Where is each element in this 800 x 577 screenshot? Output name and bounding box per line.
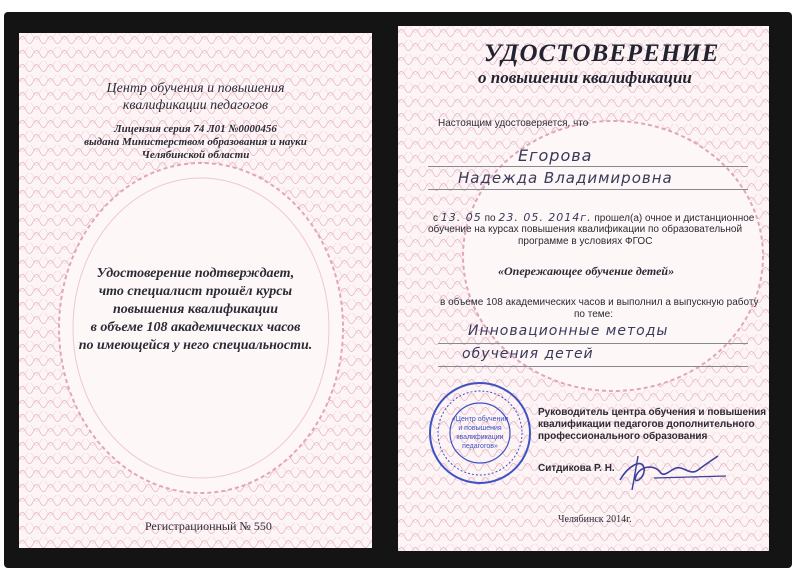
recipient-given-names: Надежда Владимировна — [458, 169, 673, 187]
head-position-line-3: профессионального образования — [538, 431, 708, 442]
registration-number: Регистрационный № 550 — [145, 519, 272, 533]
program-name: «Опережающее обучение детей» — [498, 264, 675, 278]
certificate-subtitle: о повышении квалификации — [478, 68, 692, 87]
thesis-line-2: обучения детей — [462, 346, 594, 362]
course-text-line-2: обучение на курсах повышения квалификации по образовательной — [428, 224, 743, 235]
date-from: 13. 05 — [440, 211, 482, 224]
given-names-line — [428, 189, 748, 190]
date-to: 23. 05. 2014г. — [498, 211, 592, 224]
thesis-underline-2 — [438, 366, 748, 367]
seal-inner-ring — [450, 403, 510, 463]
head-name: Ситдикова Р. Н. — [538, 463, 615, 474]
period-prefix: с — [433, 213, 438, 224]
seal-text-ring — [438, 391, 522, 475]
certify-text: Настоящим удостоверяется, что — [438, 118, 589, 129]
statement-line-4: в объеме 108 академических часов — [90, 320, 301, 335]
statement-line-2: что специалист прошёл курсы — [98, 284, 293, 299]
recipient-surname: Егорова — [518, 146, 593, 165]
signature — [614, 446, 734, 496]
seal-outer-ring — [430, 383, 530, 483]
period-mid: по — [484, 213, 496, 224]
surname-line — [428, 166, 748, 167]
seal-text-line-4: педагогов» — [462, 443, 498, 450]
course-text-line-3: программе в условиях ФГОС — [518, 236, 653, 247]
hours-text-line-1: в объеме 108 академических часов и выполнил а выпускную работу — [440, 297, 759, 308]
head-position-line-2: квалификации педагогов дополнительного — [538, 419, 755, 430]
official-seal — [428, 381, 532, 485]
thesis-line-1: Инновационные методы — [468, 323, 669, 339]
license-info — [19, 123, 372, 162]
head-position — [538, 407, 766, 443]
org-name-line-2: квалификации педагогов — [122, 98, 269, 113]
org-name — [19, 80, 372, 114]
org-name-line-1: Центр обучения и повышения — [106, 81, 285, 96]
statement-line-1: Удостоверение подтверждает, — [96, 266, 295, 281]
hours-text-line-2: по теме: — [574, 309, 613, 320]
license-number: Лицензия серия 74 Л01 №0000456 — [114, 123, 277, 135]
license-region: Челябинской области — [141, 149, 250, 161]
head-position-line-1: Руководитель центра обучения и повышения — [538, 407, 767, 418]
certificate-statement — [19, 265, 372, 355]
seal-text-line-3: квалификации — [456, 434, 504, 441]
statement-line-5: по имеющейся у него специальности. — [78, 338, 313, 353]
thesis-underline-1 — [438, 343, 748, 344]
seal-text-line-2: и повышения — [458, 425, 502, 432]
left-page — [19, 33, 372, 548]
certificate-title: УДОСТОВЕРЕНИЕ — [484, 40, 720, 67]
right-page — [398, 26, 769, 551]
statement-line-3: повышения квалификации — [112, 302, 279, 317]
seal-text-line-1: «Центр обучения — [451, 416, 509, 423]
course-period — [433, 211, 754, 224]
place-year: Челябинск 2014г. — [558, 514, 632, 525]
license-issuer: выдана Министерством образования и науки — [84, 136, 307, 148]
course-text-line-1: прошел(а) очное и дистанционное — [594, 213, 755, 224]
